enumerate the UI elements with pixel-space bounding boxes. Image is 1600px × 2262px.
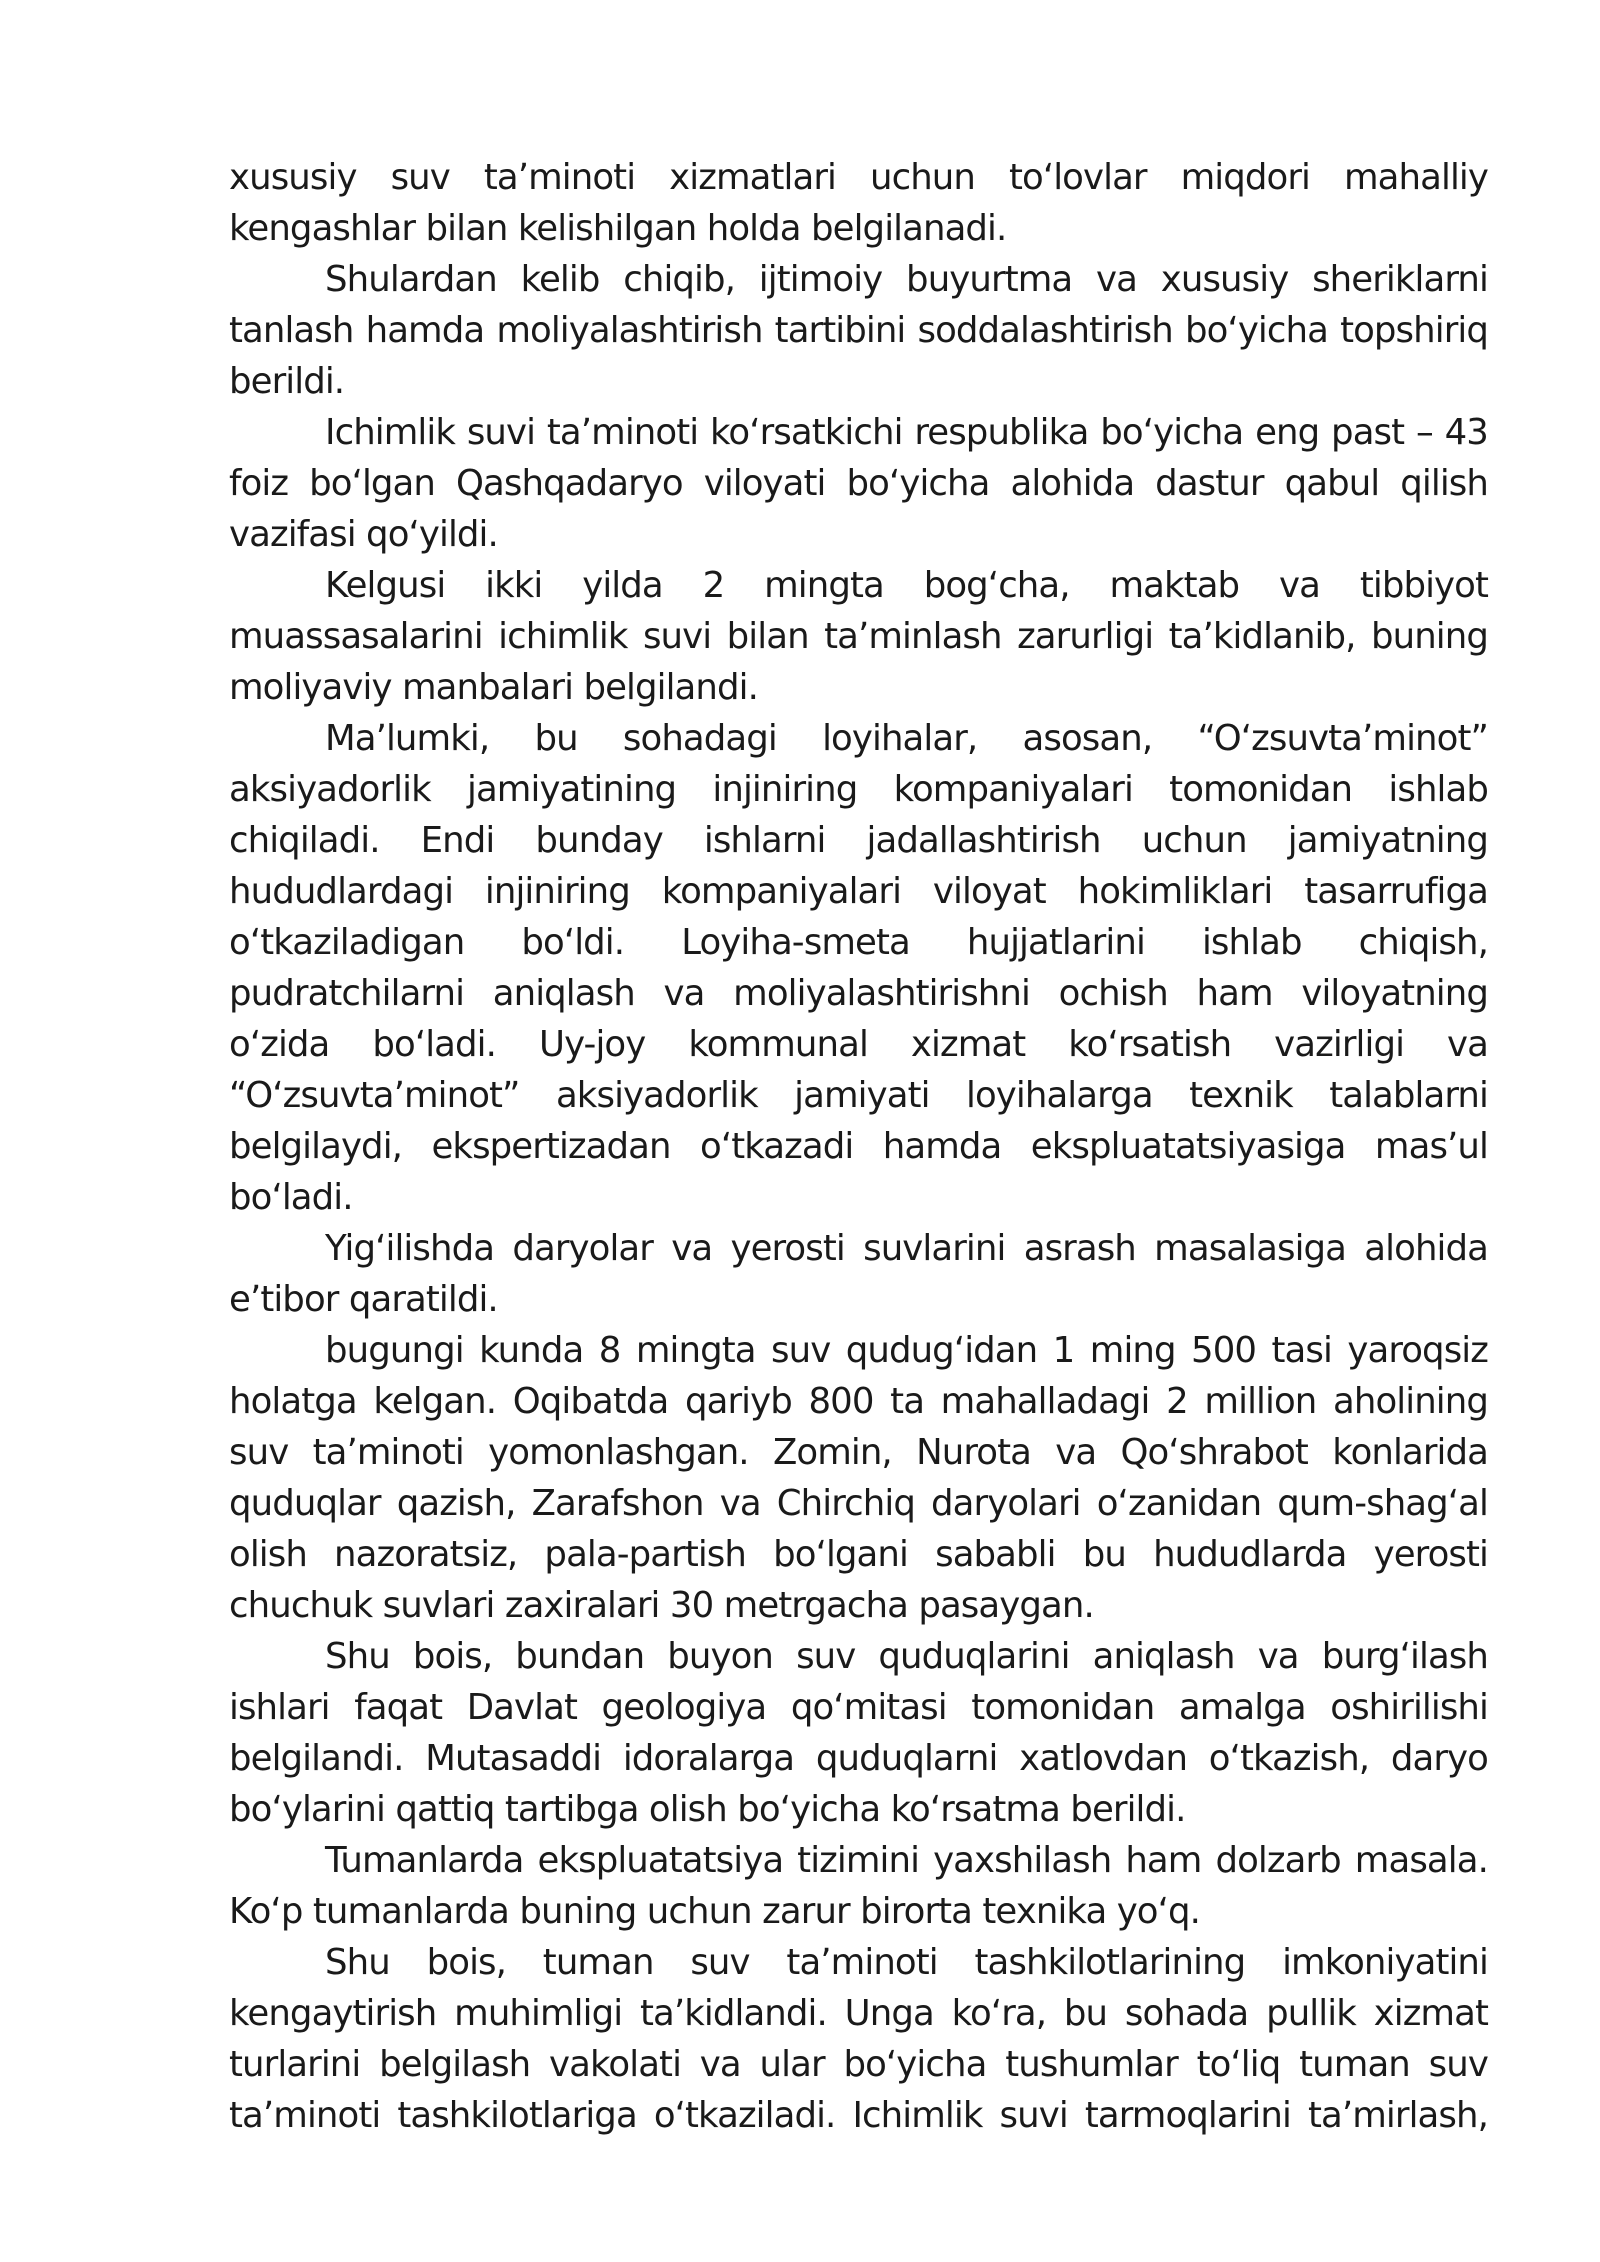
paragraph-8: Shu bois, bundan buyon suv quduqlarini aniqlash va burgʻilash ishlari faqat Davlat geologiya qoʻmitasi tomonidan amalga oshirilishi belgilandi. Mutasaddi idoralarga quduqlarni xatlovdan oʻtkazish, daryo boʻylarini qattiq tartibga olish boʻyicha koʻrsatma berildi. xyxy=(229,1636,1488,1830)
paragraph-6: Yigʻilishda daryolar va yerosti suvlarini asrash masalasiga alohida eʼtibor qaratildi. xyxy=(229,1228,1488,1320)
paragraph-7: bugungi kunda 8 mingta suv qudugʻidan 1 ming 500 tasi yaroqsiz holatga kelgan. Oqibatda qariyb 800 ta mahalladagi 2 million aholining suv taʼminoti yomonlashgan. Zomin, Nurota va Qoʻshrabot konlarida quduqlar qazish, Zarafshon va Chirchiq daryolari oʻzanidan qum-shagʻal olish nazoratsiz, pala-partish boʻlgani sababli bu hududlarda yerosti chuchuk suvlari zaxiralari 30 metrgacha pasaygan. xyxy=(229,1330,1488,1626)
paragraph-4: Kelgusi ikki yilda 2 mingta bogʻcha, maktab va tibbiyot muassasalarini ichimlik suvi bilan taʼminlash zarurligi taʼkidlanib, buning moliyaviy manbalari belgilandi. xyxy=(229,565,1488,708)
paragraph-9: Tumanlarda ekspluatatsiya tizimini yaxshilash ham dolzarb masala. Koʻp tumanlarda buning uchun zarur birorta texnika yoʻq. xyxy=(229,1840,1488,1932)
paragraph-2: Shulardan kelib chiqib, ijtimoiy buyurtma va xususiy sheriklarni tanlash hamda moliyalashtirish tartibini soddalashtirish boʻyicha topshiriq berildi. xyxy=(229,259,1488,402)
paragraph-1: xususiy suv taʼminoti xizmatlari uchun toʻlovlar miqdori mahalliy kengashlar bilan kelishilgan holda belgilanadi. xyxy=(229,157,1488,249)
paragraph-5: Maʼlumki, bu sohadagi loyihalar, asosan, “Oʻzsuvtaʼminot” aksiyadorlik jamiyatining injiniring kompaniyalari tomonidan ishlab chiqiladi. Endi bunday ishlarni jadallashtirish uchun jamiyatning hududlardagi injiniring kompaniyalari viloyat hokimliklari tasarrufiga oʻtkaziladigan boʻldi. Loyiha-smeta hujjatlarini ishlab chiqish, pudratchilarni aniqlash va moliyalashtirishni ochish ham viloyatning oʻzida boʻladi. Uy-joy kommunal xizmat koʻrsatish vazirligi va “Oʻzsuvtaʼminot” aksiyadorlik jamiyati loyihalarga texnik talablarni belgilaydi, ekspertizadan oʻtkazadi hamda ekspluatatsiyasiga masʼul boʻladi. xyxy=(229,718,1488,1218)
document-page xyxy=(229,152,1488,2141)
paragraph-10: Shu bois, tuman suv taʼminoti tashkilotlarining imkoniyatini kengaytirish muhimligi taʼkidlandi. Unga koʻra, bu sohada pullik xizmat turlarini belgilash vakolati va ular boʻyicha tushumlar toʻliq tuman suv taʼminoti tashkilotlariga oʻtkaziladi. Ichimlik suvi tarmoqlarini taʼmirlash, xyxy=(229,1942,1488,2136)
paragraph-3: Ichimlik suvi taʼminoti koʻrsatkichi respublika boʻyicha eng past – 43 foiz boʻlgan Qashqadaryo viloyati boʻyicha alohida dastur qabul qilish vazifasi qoʻyildi. xyxy=(229,412,1488,555)
